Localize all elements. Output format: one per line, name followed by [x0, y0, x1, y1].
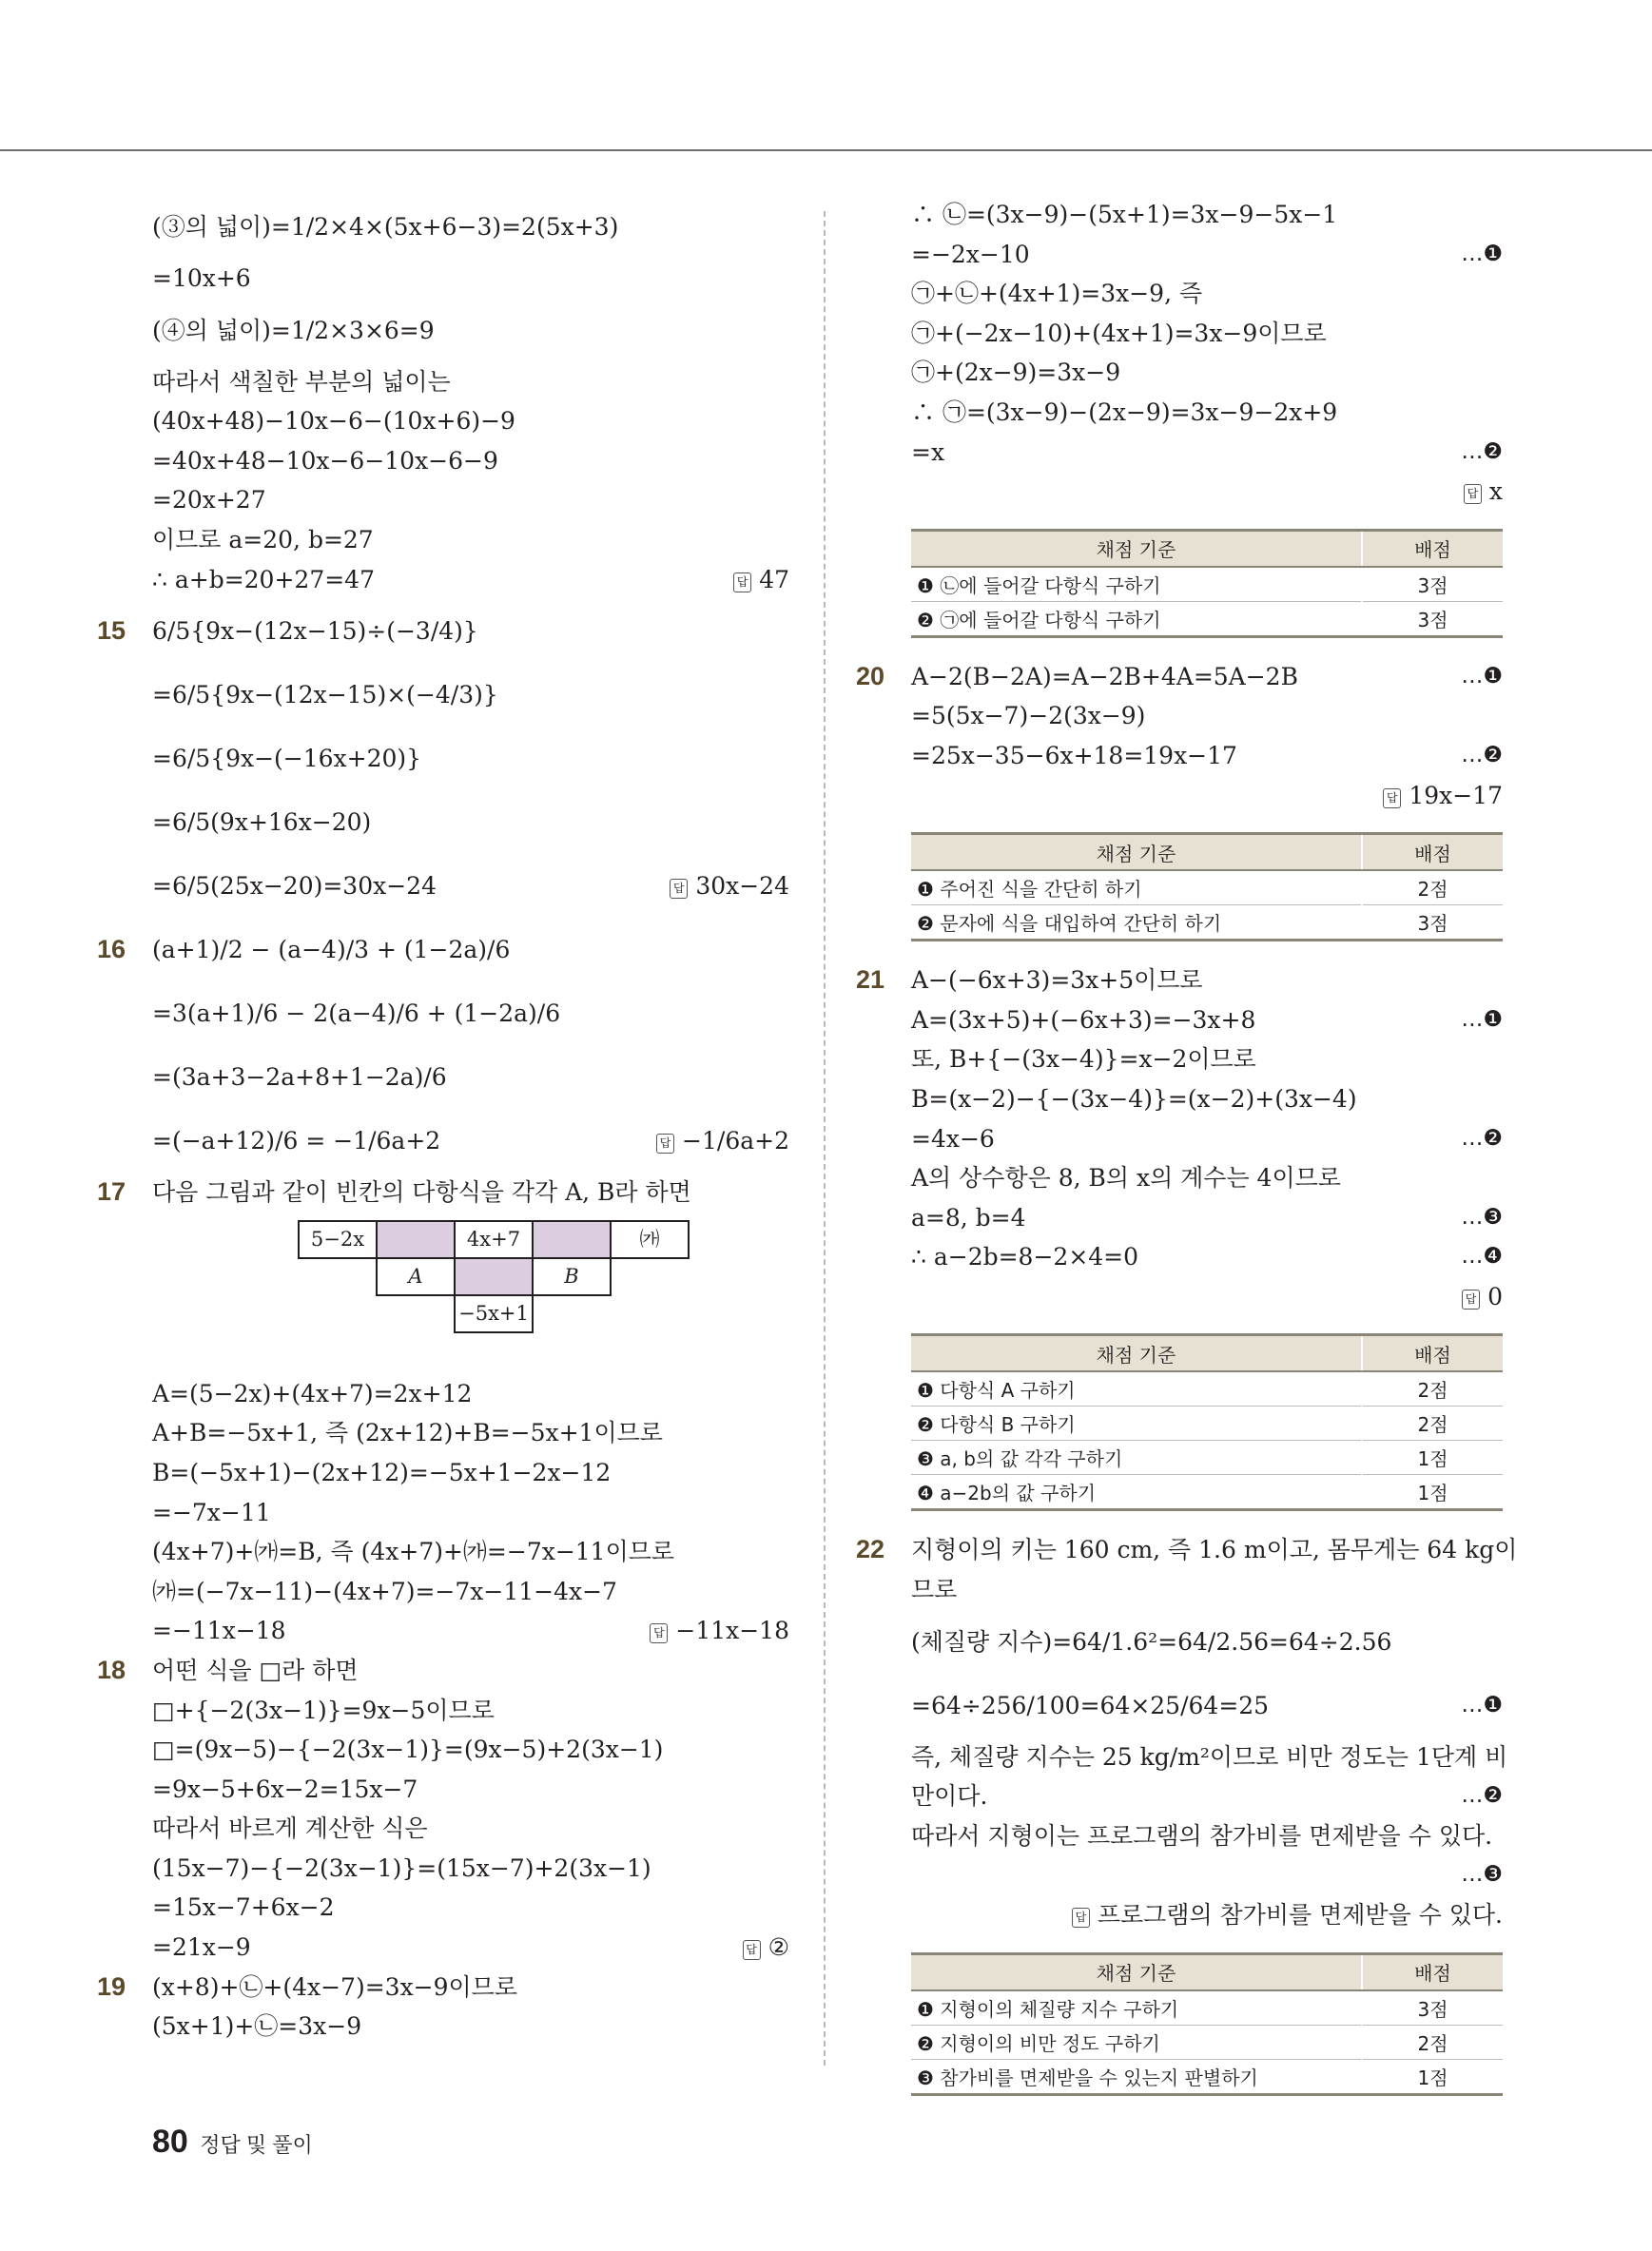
right-column [856, 195, 1518, 2115]
solution-line [152, 1374, 789, 1414]
solution-text: B=(−5x+1)−(2x+12)=−5x+1−2x−12 [152, 1458, 612, 1486]
solution-text: a=8, b=4 [911, 1203, 1026, 1232]
solution-text: =(3a+3−2a+8+1−2a)/6 [152, 1063, 447, 1092]
step-marker: …❶ [1461, 241, 1503, 266]
table-row: ❷ 문자에 식을 대입하여 간단히 하기 3점 [911, 905, 1503, 941]
solution-line [152, 663, 789, 727]
solution-line [97, 1173, 789, 1213]
solution-line [152, 195, 789, 259]
table-row: ❹ a−2b의 값 구하기 1점 [911, 1475, 1503, 1510]
solution-text: ㉠+(2x−9)=3x−9 [911, 359, 1121, 387]
solution-text: A=(3x+5)+(−6x+3)=−3x+8 [911, 1005, 1256, 1034]
solution-text: (4x+7)+㈎=B, 즉 (4x+7)+㈎=−7x−11이므로 [152, 1538, 675, 1566]
solution-line [911, 393, 1503, 433]
answer-icon: 답 [1383, 788, 1401, 808]
table-row: ❶ 다항식 A 구하기 2점 [911, 1371, 1503, 1407]
left-column [97, 195, 789, 2047]
answer-icon: 답 [733, 572, 751, 592]
solution-text: =6/5{9x−(12x−15)×(−4/3)} [152, 681, 498, 709]
table-row: ❸ a, b의 값 각각 구하기 1점 [911, 1441, 1503, 1475]
solution-line [152, 259, 789, 299]
problem-number: 18 [97, 1655, 126, 1684]
solution-text: (15x−7)−{−2(3x−1)}=(15x−7)+2(3x−1) [152, 1853, 651, 1882]
answer-value: 47 [759, 565, 789, 593]
table-header: 배점 [1362, 1335, 1503, 1372]
solution-line [911, 1855, 1503, 1895]
solution-line [152, 1809, 789, 1849]
solution-line [152, 401, 789, 441]
solution-text: ∴ a−2b=8−2×4=0 [911, 1243, 1139, 1271]
table-header: 배점 [1362, 530, 1503, 567]
solution-line [152, 1770, 789, 1810]
solution-text: 다음 그림과 같이 빈칸의 다항식을 각각 A, B라 하면 [152, 1178, 691, 1207]
solution-line [911, 353, 1503, 393]
solution-text: 이므로 a=20, b=27 [152, 525, 374, 553]
solution-text: 즉, 체질량 지수는 25 kg/m²이므로 비만 정도는 1단계 비 [911, 1742, 1508, 1771]
solution-text: =25x−35−6x+18=19x−17 [911, 741, 1237, 769]
solution-text: ㉠+(−2x−10)+(4x+1)=3x−9이므로 [911, 319, 1327, 347]
problem-number: 17 [97, 1177, 126, 1207]
table-header: 채점 기준 [911, 1953, 1362, 1990]
solution-text: B=(x−2)−{−(3x−4)}=(x−2)+(3x−4) [911, 1084, 1357, 1113]
solution-line [856, 657, 1503, 697]
solution-line [152, 1109, 789, 1173]
fig-cell-b: B [532, 1257, 612, 1296]
solution-text: 므로 [911, 1576, 958, 1604]
solution-line [911, 1277, 1503, 1317]
solution-line [152, 727, 789, 790]
solution-text: A의 상수항은 8, B의 x의 계수는 4이므로 [911, 1164, 1341, 1193]
solution-line [911, 274, 1503, 314]
solution-19-continued [911, 195, 1503, 512]
solution-text: =−2x−10 [911, 240, 1030, 268]
solution-text: (5x+1)+㉡=3x−9 [152, 2012, 362, 2041]
solution-line [152, 299, 789, 362]
answer [743, 1928, 789, 1968]
table-header: 채점 기준 [911, 834, 1362, 871]
step-marker: …❷ [1461, 1125, 1503, 1151]
solution-line [911, 736, 1503, 776]
solution-line [152, 1413, 789, 1453]
solution-line [911, 314, 1503, 354]
solution-line [97, 599, 789, 663]
solution-text: =10x+6 [152, 264, 251, 292]
step-marker: …❶ [1461, 1006, 1503, 1032]
problem-number: 16 [97, 935, 126, 964]
polynomial-box-figure [152, 1213, 789, 1374]
solution-line [152, 2007, 789, 2047]
answer [1072, 1895, 1503, 1935]
solution-text: 따라서 바르게 계산한 식은 [152, 1814, 428, 1843]
page-number: 80 [152, 2124, 188, 2160]
step-marker: …❷ [1461, 742, 1503, 767]
solution-line [152, 1453, 789, 1493]
solution-line [911, 1079, 1503, 1119]
solution-text: =40x+48−10x−6−10x−6−9 [152, 446, 498, 475]
solution-line [152, 520, 789, 560]
scoring-table-19 [911, 529, 1503, 638]
solution-line [152, 362, 789, 402]
solution-text: ∴ ㉡=(3x−9)−(5x+1)=3x−9−5x−1 [911, 201, 1338, 228]
solution-line [911, 1198, 1503, 1238]
footer-label: 정답 및 풀이 [200, 2133, 313, 2157]
solution-text: A+B=−5x+1, 즉 (2x+12)+B=−5x+1이므로 [152, 1419, 663, 1447]
solution-line [97, 1651, 789, 1691]
solution-line [152, 1888, 789, 1928]
table-row: ❷ 지형이의 비만 정도 구하기 2점 [911, 2025, 1503, 2059]
problem-number: 15 [97, 616, 126, 646]
answer-value: −11x−18 [675, 1617, 789, 1645]
solution-20 [856, 657, 1503, 815]
solution-line [152, 1849, 789, 1889]
solution-line [152, 480, 789, 520]
answer-value: 프로그램의 참가비를 면제받을 수 있다. [1097, 1901, 1503, 1930]
solution-text: ㈎=(−7x−11)−(4x+7)=−7x−11−4x−7 [152, 1577, 617, 1605]
answer-value: x [1488, 477, 1503, 506]
answer [670, 854, 789, 918]
solution-text: 따라서 지형이는 프로그램의 참가비를 면제받을 수 있다. [911, 1821, 1493, 1850]
solution-line [97, 1968, 789, 2008]
solution-21 [856, 961, 1503, 1316]
scoring-table-20 [911, 832, 1503, 941]
table-header: 배점 [1362, 1953, 1503, 1990]
solution-block-left-1 [97, 195, 789, 1213]
step-marker: …❸ [1461, 1204, 1503, 1230]
solution-line [911, 1674, 1503, 1737]
answer-icon: 답 [656, 1134, 674, 1154]
solution-text: =20x+27 [152, 486, 266, 514]
step-marker: …❶ [1461, 663, 1503, 689]
table-header: 배점 [1362, 834, 1503, 871]
fig-cell-shaded [376, 1220, 456, 1259]
answer-value: 19x−17 [1409, 781, 1503, 809]
answer-value: ② [768, 1933, 789, 1962]
scoring-table-21 [911, 1333, 1503, 1511]
solution-line [856, 961, 1503, 1000]
solution-line [97, 918, 789, 981]
solution-line [152, 1611, 789, 1651]
solution-line [911, 1776, 1503, 1816]
problem-number: 21 [856, 965, 885, 995]
solution-line [911, 1119, 1503, 1159]
solution-text: (x+8)+㉡+(4x−7)=3x−9이므로 [152, 1972, 517, 2001]
table-row: ❶ 지형이의 체질량 지수 구하기 3점 [911, 1990, 1503, 2026]
step-marker: …❷ [1461, 1783, 1503, 1809]
answer [1464, 472, 1503, 512]
solution-text: =(−a+12)/6 = −1/6a+2 [152, 1127, 441, 1155]
fig-cell-top-right: ㈎ [610, 1220, 690, 1259]
solution-line [152, 981, 789, 1045]
step-marker: …❹ [1461, 1244, 1503, 1270]
table-header: 채점 기준 [911, 530, 1362, 567]
problem-number: 22 [856, 1535, 885, 1564]
answer [650, 1611, 789, 1651]
solution-line [152, 790, 789, 854]
answer-icon: 답 [1464, 484, 1482, 504]
answer [1383, 776, 1503, 816]
table-row: ❶ 주어진 식을 간단히 하기 2점 [911, 870, 1503, 905]
solution-line [152, 1928, 789, 1968]
solution-line [911, 1039, 1503, 1079]
solution-text: =3(a+1)/6 − 2(a−4)/6 + (1−2a)/6 [152, 999, 561, 1028]
column-divider [824, 211, 826, 2066]
table-row: ❸ 참가비를 면제받을 수 있는지 판별하기 1점 [911, 2059, 1503, 2094]
header-rule [0, 149, 1652, 151]
table-row: ❷ 다항식 B 구하기 2점 [911, 1407, 1503, 1441]
solution-text: (40x+48)−10x−6−(10x+6)−9 [152, 407, 515, 436]
solution-text: 지형이의 키는 160 cm, 즉 1.6 m이고, 몸무게는 64 kg이 [911, 1536, 1518, 1564]
solution-line [911, 776, 1503, 816]
solution-text: 6/5{9x−(12x−15)÷(−3/4)} [152, 617, 478, 646]
answer-icon: 답 [650, 1623, 668, 1643]
solution-text: (③의 넓이)=1/2×4×(5x+6−3)=2(5x+3) [152, 213, 619, 241]
solution-line [152, 854, 789, 918]
answer [733, 560, 789, 600]
scoring-table-22 [911, 1952, 1503, 2096]
fig-cell-shaded [532, 1220, 612, 1259]
solution-line [152, 1572, 789, 1612]
answer [656, 1109, 789, 1173]
answer [1462, 1277, 1503, 1317]
solution-text: =5(5x−7)−2(3x−9) [911, 702, 1146, 730]
problem-number: 19 [97, 1971, 126, 2001]
solution-line [911, 195, 1503, 235]
solution-text: (체질량 지수)=64/1.6²=64/2.56=64÷2.56 [911, 1627, 1392, 1656]
solution-line [911, 1610, 1503, 1674]
solution-line [911, 696, 1503, 736]
solution-text: ㉠+㉡+(4x+1)=3x−9, 즉 [911, 280, 1203, 308]
solution-text: =6/5(25x−20)=30x−24 [152, 872, 437, 901]
solution-line [152, 560, 789, 600]
solution-text: =6/5{9x−(−16x+20)} [152, 745, 422, 773]
solution-text: =−11x−18 [152, 1617, 286, 1645]
solution-text: 또, B+{−(3x−4)}=x−2이므로 [911, 1045, 1256, 1074]
solution-text: (a+1)/2 − (a−4)/3 + (1−2a)/6 [152, 936, 511, 964]
solution-22 [856, 1530, 1518, 1934]
solution-line [911, 1737, 1508, 1777]
solution-text: =6/5(9x+16x−20) [152, 808, 372, 837]
solution-line [152, 1691, 789, 1731]
answer-value: −1/6a+2 [682, 1127, 789, 1155]
table-header: 채점 기준 [911, 1335, 1362, 1372]
solution-line [152, 441, 789, 481]
solution-text: 만이다. [911, 1782, 988, 1811]
fig-cell-a: A [376, 1257, 456, 1296]
solution-text: 어떤 식을 □라 하면 [152, 1656, 359, 1684]
page-footer [152, 2124, 313, 2161]
solution-text: □+{−2(3x−1)}=9x−5이므로 [152, 1696, 495, 1724]
solution-line [911, 1000, 1503, 1040]
solution-text: =64÷256/100=64×25/64=25 [911, 1691, 1270, 1719]
solution-text: ∴ ㉠=(3x−9)−(2x−9)=3x−9−2x+9 [911, 398, 1338, 426]
fig-cell-bottom: −5x+1 [454, 1294, 534, 1333]
step-marker: …❷ [1461, 438, 1503, 464]
step-marker: …❸ [1461, 1862, 1503, 1888]
table-row: ❷ ㉠에 들어갈 다항식 구하기 3점 [911, 601, 1503, 636]
solution-block-left-2 [97, 1374, 789, 2047]
step-marker: …❶ [1461, 1692, 1503, 1717]
solution-line [856, 1530, 1518, 1570]
fig-cell-shaded [454, 1257, 534, 1296]
table-row: ❶ ㉡에 들어갈 다항식 구하기 3점 [911, 567, 1503, 602]
answer-icon: 답 [670, 879, 688, 899]
answer-icon: 답 [1072, 1908, 1090, 1928]
solution-line [911, 1816, 1503, 1856]
solution-text: A=(5−2x)+(4x+7)=2x+12 [152, 1379, 473, 1407]
solution-line [911, 472, 1503, 512]
solution-text: =x [911, 437, 945, 466]
solution-line [911, 433, 1503, 473]
solution-line [152, 1532, 789, 1572]
fig-cell-top-mid: 4x+7 [454, 1220, 534, 1259]
solution-line [911, 1237, 1503, 1277]
solution-line [911, 1158, 1503, 1198]
answer-value: 30x−24 [695, 872, 789, 901]
solution-line [152, 1493, 789, 1533]
problem-number: 20 [856, 661, 885, 690]
solution-text: =15x−7+6x−2 [152, 1893, 335, 1922]
solution-text: A−2(B−2A)=A−2B+4A=5A−2B [911, 662, 1298, 690]
solution-text: =9x−5+6x−2=15x−7 [152, 1775, 418, 1803]
solution-text: =−7x−11 [152, 1498, 271, 1526]
solution-line [911, 1570, 1503, 1610]
solution-text: 따라서 색칠한 부분의 넓이는 [152, 367, 451, 396]
solution-line [911, 1895, 1503, 1935]
solution-line [152, 1730, 789, 1770]
solution-line [152, 1045, 789, 1109]
solution-text: =21x−9 [152, 1933, 251, 1962]
solution-text: =4x−6 [911, 1124, 995, 1153]
answer-icon: 답 [1462, 1290, 1480, 1310]
solution-text: A−(−6x+3)=3x+5이므로 [911, 966, 1203, 995]
solution-text: ∴ a+b=20+27=47 [152, 565, 375, 593]
solution-text: □=(9x−5)−{−2(3x−1)}=(9x−5)+2(3x−1) [152, 1736, 664, 1764]
solution-text: (④의 넓이)=1/2×3×6=9 [152, 316, 435, 344]
fig-cell-top-left: 5−2x [298, 1220, 378, 1259]
answer-icon: 답 [743, 1940, 761, 1960]
answer-value: 0 [1487, 1282, 1503, 1310]
solution-line [911, 235, 1503, 275]
